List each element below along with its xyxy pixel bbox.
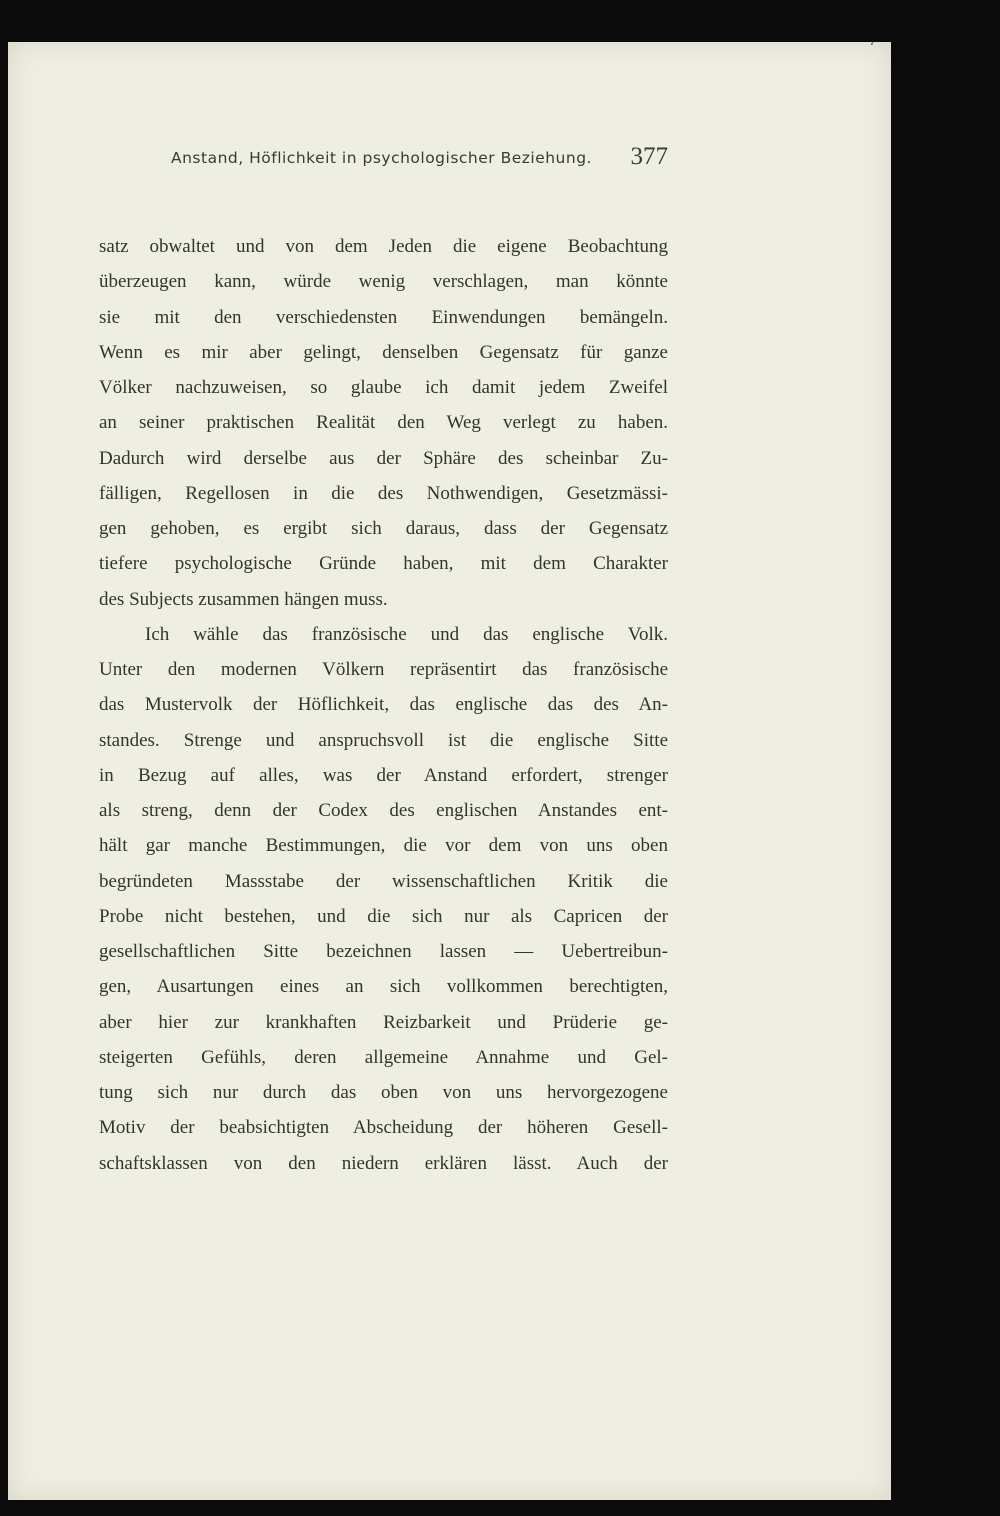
text-line: als streng, denn der Codex des englischen Anstandes ent- (99, 800, 668, 821)
text-line: schaftsklassen von den niedern erklären lässt. Auch der (99, 1152, 668, 1174)
text-line: tung sich nur durch das oben von uns hervorgezogene (99, 1082, 668, 1103)
corner-mark: ʻ (870, 40, 874, 54)
text-line: gesellschaftlichen Sitte bezeichnen lassen — Uebertreibun- (99, 941, 668, 962)
text-line: Motiv der beabsichtigten Abscheidung der höheren Gesell- (99, 1117, 668, 1139)
text-line: hält gar manche Bestimmungen, die vor dem von uns oben (99, 835, 668, 857)
running-title: Anstand, Höflichkeit in psychologischer Beziehung. (171, 149, 592, 167)
paragraph-start-line: Ich wähle das französische und das englische Volk. (145, 623, 668, 645)
text-line: Völker nachzuweisen, so glaube ich damit jedem Zweifel (99, 377, 668, 398)
text-line: begründeten Massstabe der wissenschaftlichen Kritik die (99, 870, 668, 892)
running-head (98, 143, 668, 177)
text-line: aber hier zur krankhaften Reizbarkeit und Prüderie ge- (99, 1011, 668, 1033)
text-line: an seiner praktischen Realität den Weg verlegt zu haben. (99, 412, 668, 434)
text-line: gen, Ausartungen eines an sich vollkommen berechtigten, (99, 976, 668, 998)
text-line: fälligen, Regellosen in die des Nothwendigen, Gesetzmässi- (99, 482, 668, 504)
text-line: sie mit den verschiedensten Einwendungen bemängeln. (99, 306, 668, 328)
paragraph-end-line: des Subjects zusammen hängen muss. (99, 588, 388, 610)
page-number: 377 (630, 143, 668, 170)
text-line: das Mustervolk der Höflichkeit, das englische das des An- (99, 694, 668, 716)
text-line: tiefere psychologische Gründe haben, mit dem Charakter (99, 553, 668, 575)
text-line: Wenn es mir aber gelingt, denselben Gegensatz für ganze (99, 341, 668, 363)
text-line: gen gehoben, es ergibt sich daraus, dass der Gegensatz (99, 518, 668, 539)
text-line: Unter den modernen Völkern repräsentirt das französische (99, 659, 668, 680)
text-line: satz obwaltet und von dem Jeden die eigene Beobachtung (99, 236, 668, 257)
body-text (99, 229, 668, 1181)
text-line: überzeugen kann, würde wenig verschlagen, man könnte (99, 271, 668, 293)
text-line: steigerten Gefühls, deren allgemeine Annahme und Gel- (99, 1046, 668, 1068)
text-line: in Bezug auf alles, was der Anstand erfordert, strenger (99, 764, 668, 786)
text-line: Dadurch wird derselbe aus der Sphäre des scheinbar Zu- (99, 447, 668, 469)
text-line: standes. Strenge und anspruchsvoll ist die englische Sitte (99, 729, 668, 751)
text-line: Probe nicht bestehen, und die sich nur als Capricen der (99, 905, 668, 927)
